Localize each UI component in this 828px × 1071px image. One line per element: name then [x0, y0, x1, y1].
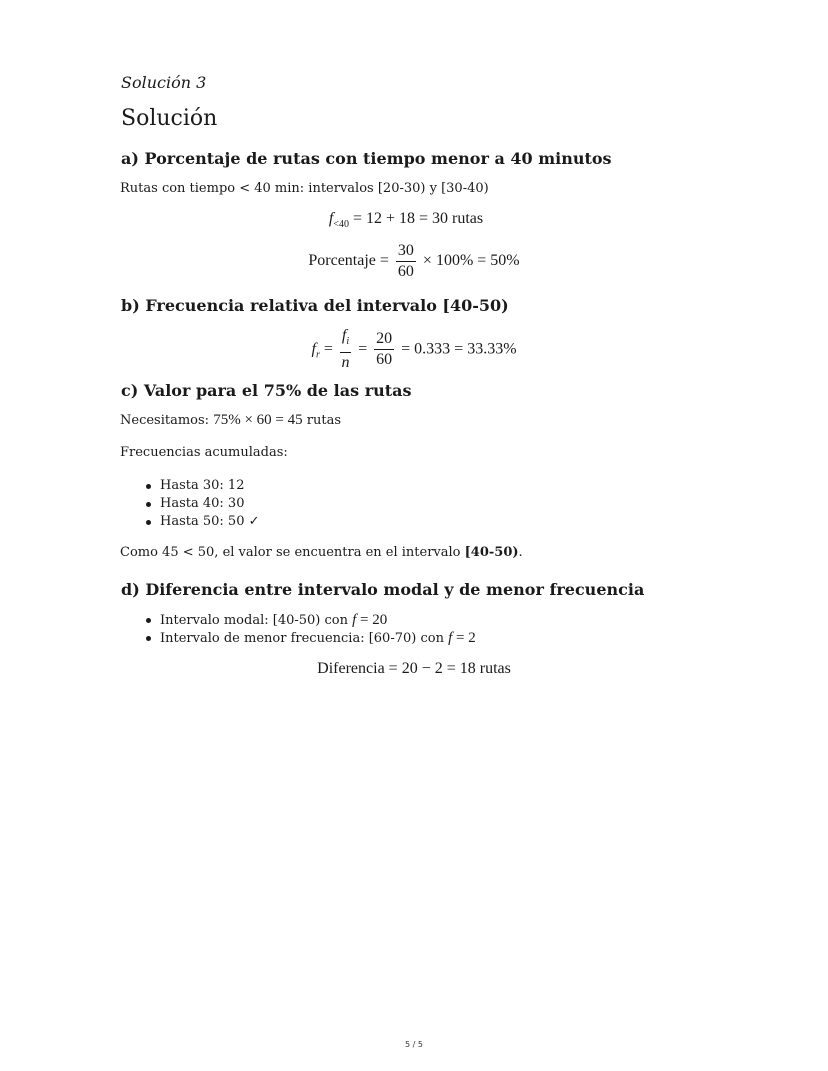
list-item	[120, 629, 476, 647]
section-a-heading: a) Porcentaje de rutas con tiempo menor a 40 minutos	[121, 149, 612, 168]
section-c-heading: c) Valor para el 75% de las rutas	[121, 381, 412, 400]
need-text	[120, 412, 341, 429]
list-item	[120, 611, 476, 629]
item-math: = 2	[452, 630, 476, 646]
section-d-heading: d) Diferencia entre intervalo modal y de menor frecuencia	[121, 580, 645, 599]
numerator: 30	[396, 241, 416, 262]
need-unit: rutas	[306, 413, 341, 428]
eq-var: f	[328, 210, 334, 227]
conclusion-end: .	[518, 545, 523, 560]
item-math: = 20	[356, 612, 388, 628]
list-item: Hasta 30: 12	[120, 477, 260, 495]
item-text: Intervalo modal: [40-50) con	[160, 613, 353, 628]
eq-sub: <40	[333, 219, 349, 231]
cumulative-label: Frecuencias acumuladas:	[120, 445, 288, 460]
page-title: Solución	[121, 106, 218, 131]
denominator: n	[341, 354, 350, 372]
solution-label: Solución 3	[121, 73, 207, 92]
conclusion-interval: [40-50)	[464, 545, 519, 560]
cumulative-list	[120, 477, 260, 531]
fraction	[396, 241, 416, 282]
equation-d: Diferencia = 20 − 2 = 18 rutas	[317, 660, 511, 677]
equation-b	[0, 326, 828, 373]
var: f	[341, 327, 347, 344]
eq-var: f	[311, 340, 316, 358]
sub: i	[346, 336, 350, 348]
item-var: f	[352, 612, 357, 628]
section-a-text: Rutas con tiempo < 40 min: intervalos [20-30) y [30-40)	[120, 181, 489, 196]
conclusion-text	[120, 545, 523, 560]
denominator: 60	[397, 263, 414, 280]
item-text: Intervalo de menor frecuencia: [60-70) con	[160, 631, 449, 646]
need-math: 75% × 60 = 45	[213, 412, 303, 428]
list-item: Hasta 50: 50 ✓	[120, 513, 260, 531]
eq-lhs: Porcentaje =	[308, 252, 389, 270]
need-label: Necesitamos:	[120, 413, 210, 428]
page-number: 5 / 5	[405, 1040, 423, 1049]
eq-rest: = 0.333 = 33.33%	[401, 340, 517, 358]
numerator	[340, 326, 351, 353]
interval-list	[120, 611, 476, 647]
list-item: Hasta 40: 30	[120, 495, 260, 513]
equation-a1	[0, 210, 820, 230]
conclusion: Como 45 < 50, el valor se encuentra en el intervalo	[120, 545, 465, 560]
section-b-heading: b) Frecuencia relativa del intervalo [40-50)	[121, 296, 509, 315]
numerator: 20	[374, 329, 394, 350]
denominator: 60	[376, 351, 393, 369]
eq-rest: × 100% = 50%	[422, 252, 520, 270]
eq-sign: =	[358, 340, 368, 358]
fraction	[340, 326, 351, 373]
eq-sub: r	[315, 349, 320, 361]
equation-a2	[0, 241, 828, 282]
item-var: f	[448, 630, 453, 646]
fraction	[374, 329, 394, 370]
eq-sign: =	[323, 340, 333, 358]
eq-rest: = 12 + 18 = 30 rutas	[352, 210, 484, 227]
